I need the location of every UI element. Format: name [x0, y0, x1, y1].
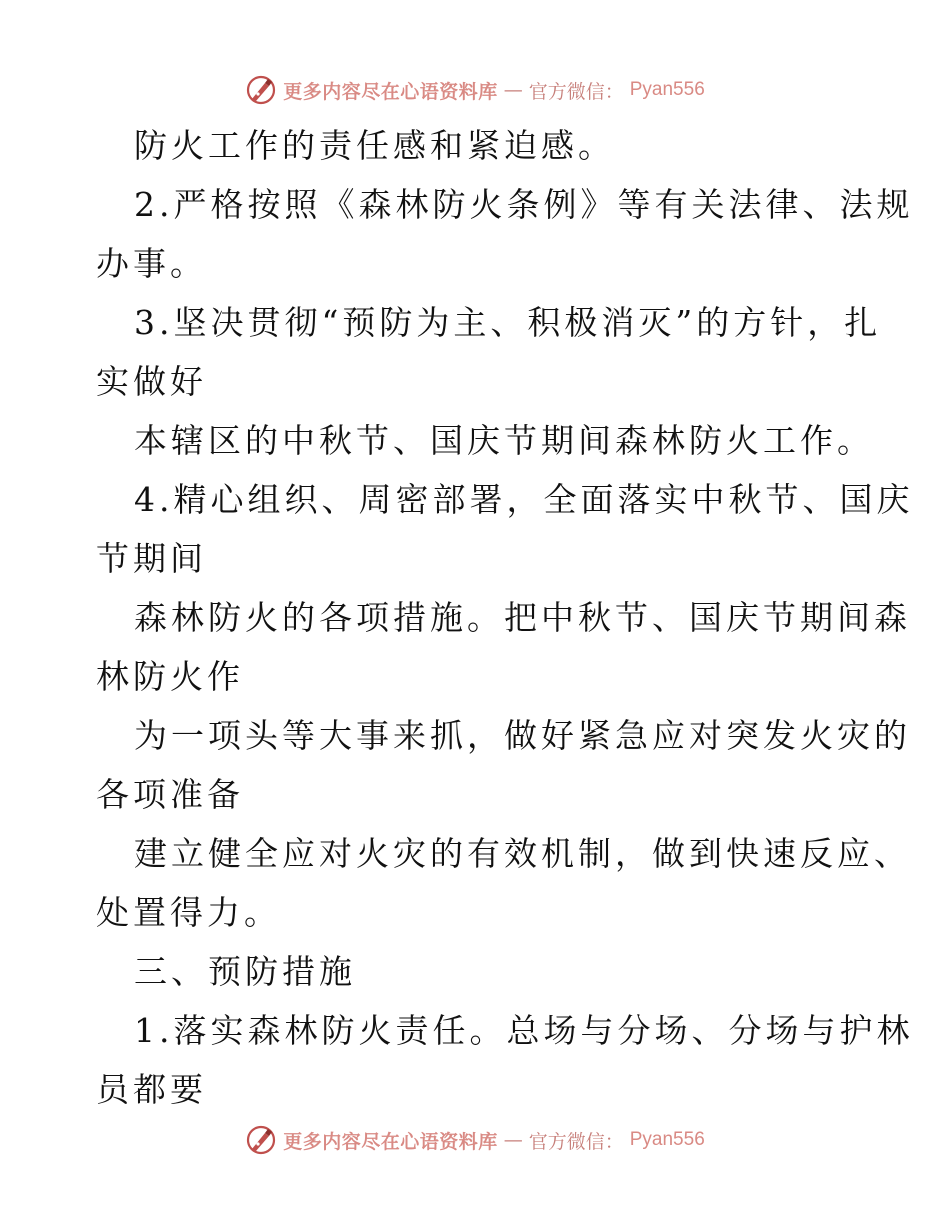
text-line: 节期间 — [96, 539, 207, 578]
footer-watermark — [0, 1122, 950, 1158]
watermark-wechat-id: Pyan556 — [629, 79, 705, 100]
watermark-site-text: 更多内容尽在心语资料库 — [283, 80, 498, 103]
watermark-separator: — — [503, 1129, 523, 1151]
watermark-separator: — — [503, 79, 523, 101]
text-line: 为一项头等大事来抓，做好紧急应对突发火灾的 — [134, 716, 911, 755]
text-line: 4.精心组织、周密部署，全面落实中秋节、国庆 — [134, 480, 914, 519]
watermark-official-label: 官方微信： — [528, 80, 624, 103]
watermark-official-label: 官方微信： — [528, 1130, 624, 1153]
text-line: 员都要 — [96, 1070, 207, 1109]
text-line: 各项准备 — [96, 775, 244, 814]
text-line: 2.严格按照《森林防火条例》等有关法律、法规 — [134, 185, 914, 224]
text-line: 本辖区的中秋节、国庆节期间森林防火工作。 — [134, 421, 874, 460]
header-watermark — [0, 72, 950, 108]
watermark-wechat-id: Pyan556 — [629, 1129, 705, 1150]
pen-logo-icon — [245, 1124, 277, 1156]
text-line: 林防火作 — [96, 657, 244, 696]
text-line: 办事。 — [96, 244, 207, 283]
pen-logo-icon — [245, 74, 277, 106]
text-line: 实做好 — [96, 362, 207, 401]
watermark-site-text: 更多内容尽在心语资料库 — [283, 1130, 498, 1153]
text-line: 防火工作的责任感和紧迫感。 — [134, 126, 615, 165]
text-line: 处置得力。 — [96, 893, 281, 932]
text-line: 3.坚决贯彻“预防为主、积极消灭”的方针，扎 — [134, 303, 882, 342]
text-line: 1.落实森林防火责任。总场与分场、分场与护林 — [134, 1011, 914, 1050]
section-heading: 三、预防措施 — [134, 952, 356, 991]
text-line: 建立健全应对火灾的有效机制，做到快速反应、 — [134, 834, 911, 873]
text-line: 森林防火的各项措施。把中秋节、国庆节期间森 — [134, 598, 911, 637]
